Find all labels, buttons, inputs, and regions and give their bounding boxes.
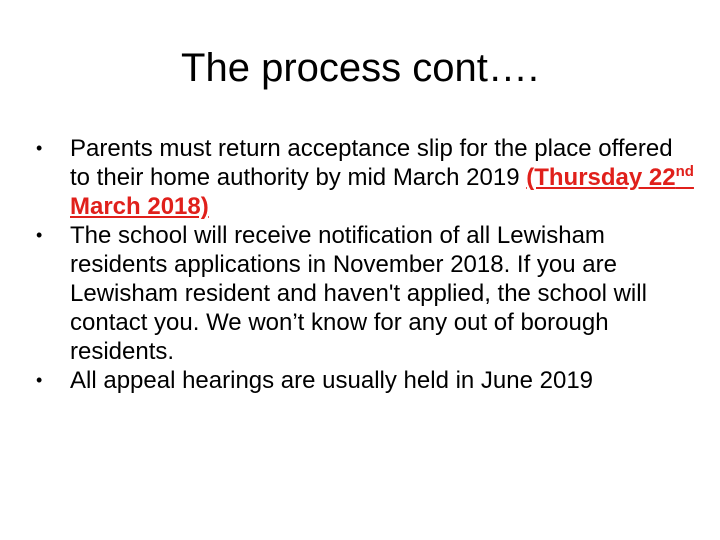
date-ordinal-suffix: nd bbox=[675, 163, 694, 180]
bullet-item-notification bbox=[36, 221, 696, 366]
bullet-text: The school will receive notification of all Lewisham residents applications in November 2018. If you are Lewisham resident and haven't applied, the school will contact you. We won’t know for any out of borough residents. bbox=[70, 222, 647, 365]
bullet-dot-icon: • bbox=[36, 370, 43, 390]
bullet-item-appeals bbox=[36, 366, 696, 395]
slide-title: The process cont…. bbox=[181, 46, 539, 90]
bullet-text: All appeal hearings are usually held in June 2019 bbox=[70, 367, 594, 394]
bullet-text: Parents must return acceptance slip for the place offered to their home authority by mid March 2019 bbox=[70, 135, 673, 191]
highlighted-date-suffix: March 2018) bbox=[70, 193, 209, 220]
bullet-item-acceptance bbox=[36, 134, 696, 221]
bullet-dot-icon: • bbox=[36, 225, 43, 245]
bullet-list bbox=[36, 134, 696, 395]
highlighted-date-prefix: (Thursday 22 bbox=[526, 164, 676, 191]
bullet-dot-icon: • bbox=[36, 138, 43, 158]
